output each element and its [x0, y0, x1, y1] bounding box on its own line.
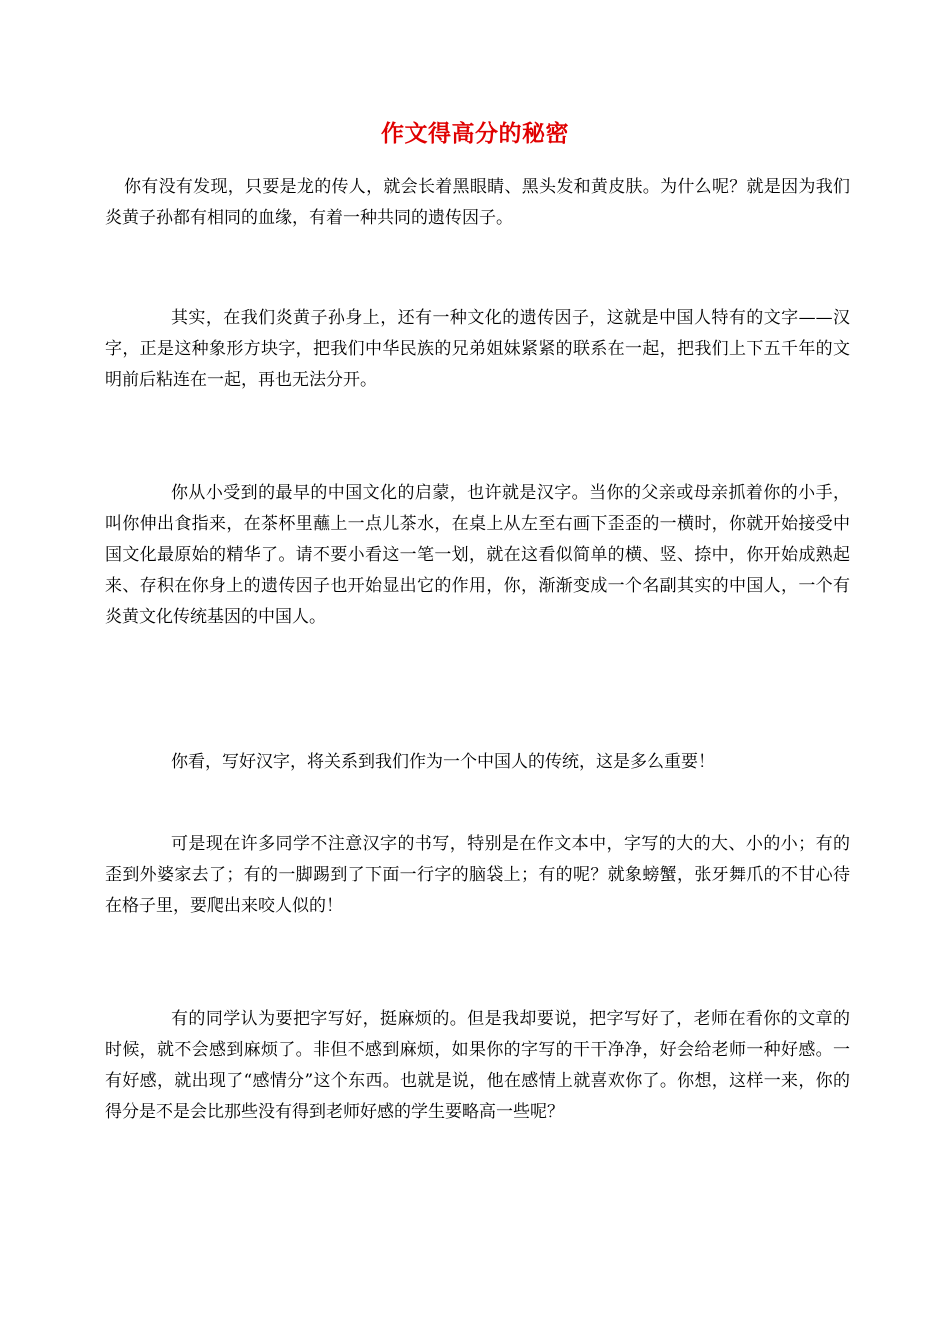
paragraph-3: 你从小受到的最早的中国文化的启蒙，也许就是汉字。当你的父亲或母亲抓着你的小手，叫你伸出食指来，在茶杯里蘸上一点儿茶水，在桌上从左至右画下歪歪的一横时，你就开始接受中国文化最原始的精华了。请不要小看这一笔一划，就在这看似简单的横、竖、捺中，你开始成熟起来、存积在你身上的遗传因子也开始显出它的作用，你，渐渐变成一个名副其实的中国人，一个有炎黄文化传统基因的中国人。 — [105, 483, 850, 627]
paragraph-6: 有的同学认为要把字写好，挺麻烦的。但是我却要说，把字写好了，老师在看你的文章的时候，就不会感到麻烦了。非但不感到麻烦，如果你的字写的干干净净，好会给老师一种好感。一有好感，就出现了“感情分”这个东西。也就是说，他在感情上就喜欢你了。你想，这样一来，你的得分是不是会比那些没有得到老师好感的学生要略高一些呢？ — [105, 1009, 850, 1122]
paragraph-1: 你有没有发现，只要是龙的传人，就会长着黑眼睛、黑头发和黄皮肤。为什么呢？就是因为我们炎黄子孙都有相同的血缘，有着一种共同的遗传因子。 — [105, 177, 850, 228]
document-title: 作文得高分的秘密 — [381, 120, 569, 147]
paragraph-5: 可是现在许多同学不注意汉字的书写，特别是在作文本中，字写的大的大、小的小；有的歪到外婆家去了；有的一脚踢到了下面一行字的脑袋上；有的呢？就象螃蟹，张牙舞爪的不甘心待在格子里，要爬出来咬人似的！ — [105, 834, 850, 916]
paragraph-2: 其实，在我们炎黄子孙身上，还有一种文化的遗传因子，这就是中国人特有的文字——汉字，正是这种象形方块字，把我们中华民族的兄弟姐妹紧紧的联系在一起，把我们上下五千年的文明前后粘连在一起，再也无法分开。 — [105, 308, 850, 390]
paragraph-4: 你看，写好汉字，将关系到我们作为一个中国人的传统，这是多么重要！ — [171, 752, 715, 772]
